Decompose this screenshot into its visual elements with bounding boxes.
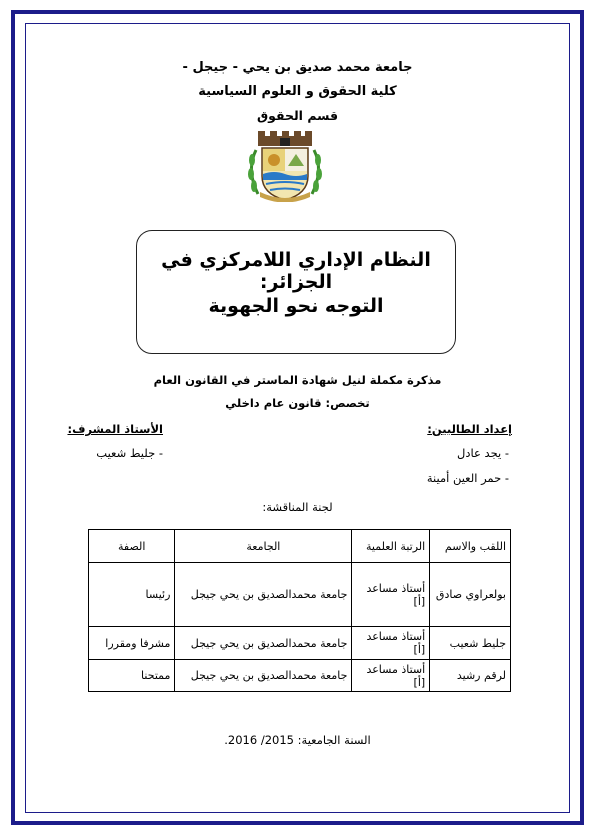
column-header: الجامعة xyxy=(175,530,352,563)
academic-year: السنة الجامعية: 2015/ 2016. xyxy=(224,733,371,747)
table-row xyxy=(89,660,511,692)
students-label: إعداد الطالبين: xyxy=(427,422,512,436)
member-rank: أستاذ مساعد [أ] xyxy=(352,660,430,692)
column-header: اللقب والاسم xyxy=(430,530,511,563)
faculty-name: كلية الحقوق و العلوم السياسية xyxy=(198,84,397,99)
member-role: مشرفا ومقررا xyxy=(89,627,175,660)
member-role: رئيسا xyxy=(89,563,175,627)
student-name-1: - يجد عادل xyxy=(457,446,509,460)
member-name: جليط شعيب xyxy=(430,627,511,660)
member-university: جامعة محمدالصديق بن يحي جيجل xyxy=(175,627,352,660)
table-row xyxy=(89,563,511,627)
university-name: جامعة محمد صديق بن يحي - جيجل - xyxy=(182,60,413,75)
member-name: لرقم رشيد xyxy=(430,660,511,692)
university-emblem-icon xyxy=(244,130,326,202)
thesis-title: النظام الإداري اللامركزي في الجزائر: xyxy=(161,249,431,293)
member-university: جامعة محمدالصديق بن يحي جيجل xyxy=(175,563,352,627)
thesis-title-box xyxy=(136,230,456,354)
table-row xyxy=(89,627,511,660)
memo-description: مذكرة مكملة لنيل شهادة الماستر في القانون العام xyxy=(153,373,442,387)
supervisor-label: الأستاذ المشرف: xyxy=(67,422,163,436)
specialty: تخصص: قانون عام داخلي xyxy=(225,396,370,410)
supervisor-name: - جليط شعيب xyxy=(96,446,163,460)
member-name: بولعراوي صادق xyxy=(430,563,511,627)
student-name-2: - حمر العين أمينة xyxy=(426,471,509,485)
member-rank: أستاذ مساعد [أ] xyxy=(352,627,430,660)
table-header-row xyxy=(89,530,511,563)
committee-table xyxy=(88,529,511,692)
column-header: الرتبة العلمية xyxy=(352,530,430,563)
member-role: ممتحنا xyxy=(89,660,175,692)
thesis-subtitle: التوجه نحو الجهوية xyxy=(208,295,384,317)
column-header: الصفة xyxy=(89,530,175,563)
department-name: قسم الحقوق xyxy=(256,108,339,123)
member-university: جامعة محمدالصديق بن يحي جيجل xyxy=(175,660,352,692)
committee-label: لجنة المناقشة: xyxy=(262,500,333,514)
member-rank: أستاذ مساعد [أ] xyxy=(352,563,430,627)
